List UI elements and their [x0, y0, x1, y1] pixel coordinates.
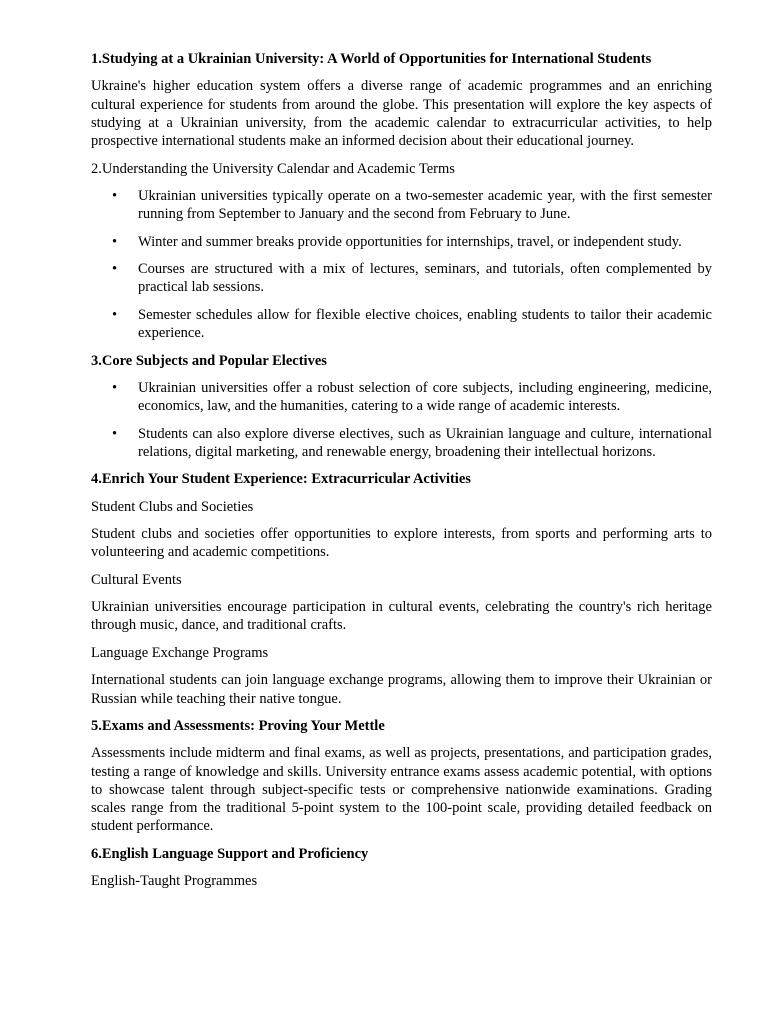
section-1-body: Ukraine's higher education system offers a diverse range of academic programmes and an enriching cultural experience for students from around the globe. This presentation will explore the key aspects of studying at a Ukrainian university, from the academic calendar to extracurricular activities, to help prospective international students make an informed decision about their educational journey. — [91, 78, 712, 150]
list-item-text: Ukrainian universities typically operate on a two-semester academic year, with the first semester running from September to January and the second from February to June. — [138, 188, 712, 223]
section-4-subheading-clubs: Student Clubs and Societies — [91, 498, 254, 515]
bullet-icon: • — [112, 379, 118, 396]
section-5-heading: 5.Exams and Assessments: Proving Your Mettle — [91, 717, 385, 734]
section-4-body-cultural: Ukrainian universities encourage participation in cultural events, celebrating the country's rich heritage through music, dance, and traditional crafts. — [91, 599, 712, 634]
section-4-subheading-cultural: Cultural Events — [91, 571, 182, 588]
list-item — [91, 306, 712, 343]
section-2-heading: 2.Understanding the University Calendar and Academic Terms — [91, 160, 455, 177]
section-1-heading: 1.Studying at a Ukrainian University: A World of Opportunities for International Students — [91, 51, 652, 67]
list-item-text: Winter and summer breaks provide opportunities for internships, travel, or independent study. — [138, 233, 682, 250]
bullet-icon: • — [112, 425, 118, 442]
list-item-text: Courses are structured with a mix of lectures, seminars, and tutorials, often complemented by practical lab sessions. — [138, 261, 712, 296]
section-4-subheading-language: Language Exchange Programs — [91, 644, 269, 661]
section-5-body: Assessments include midterm and final exams, as well as projects, presentations, and participation grades, testing a range of knowledge and skills. University entrance exams assess academic potential, with options to showcase talent through subject-specific tests or comprehensive nationwide examinations. Grading scales range from the traditional 5-point system to the 100-point scale, providing detailed feedback on student performance. — [91, 745, 712, 835]
section-4-body-clubs: Student clubs and societies offer opportunities to explore interests, from sports and performing arts to volunteering and academic competitions. — [91, 526, 712, 561]
section-4-body-language: International students can join language exchange programs, allowing them to improve their Ukrainian or Russian while teaching their native tongue. — [91, 672, 712, 707]
list-item — [91, 187, 712, 224]
document-page — [91, 50, 712, 900]
list-item-text: Semester schedules allow for flexible elective choices, enabling students to tailor their academic experience. — [138, 306, 712, 342]
list-item — [91, 260, 712, 297]
bullet-icon: • — [112, 188, 118, 205]
list-item-text: Ukrainian universities offer a robust selection of core subjects, including engineering, medicine, economics, law, and the humanities, catering to a wide range of academic interests. — [138, 379, 712, 415]
list-item — [91, 379, 712, 416]
section-2-list — [91, 187, 712, 342]
section-6-heading: 6.English Language Support and Proficiency — [91, 845, 369, 862]
bullet-icon: • — [112, 233, 118, 250]
section-3-heading: 3.Core Subjects and Popular Electives — [91, 352, 327, 369]
section-3-list — [91, 379, 712, 461]
bullet-icon: • — [112, 261, 118, 278]
list-item — [91, 425, 712, 462]
list-item — [91, 233, 712, 251]
section-4-heading: 4.Enrich Your Student Experience: Extracurricular Activities — [91, 471, 471, 488]
bullet-icon: • — [112, 306, 118, 323]
list-item-text: Students can also explore diverse electives, such as Ukrainian language and culture, international relations, digital marketing, and renewable energy, broadening their intellectual horizons. — [138, 425, 712, 460]
section-6-subheading-english: English-Taught Programmes — [91, 873, 258, 890]
